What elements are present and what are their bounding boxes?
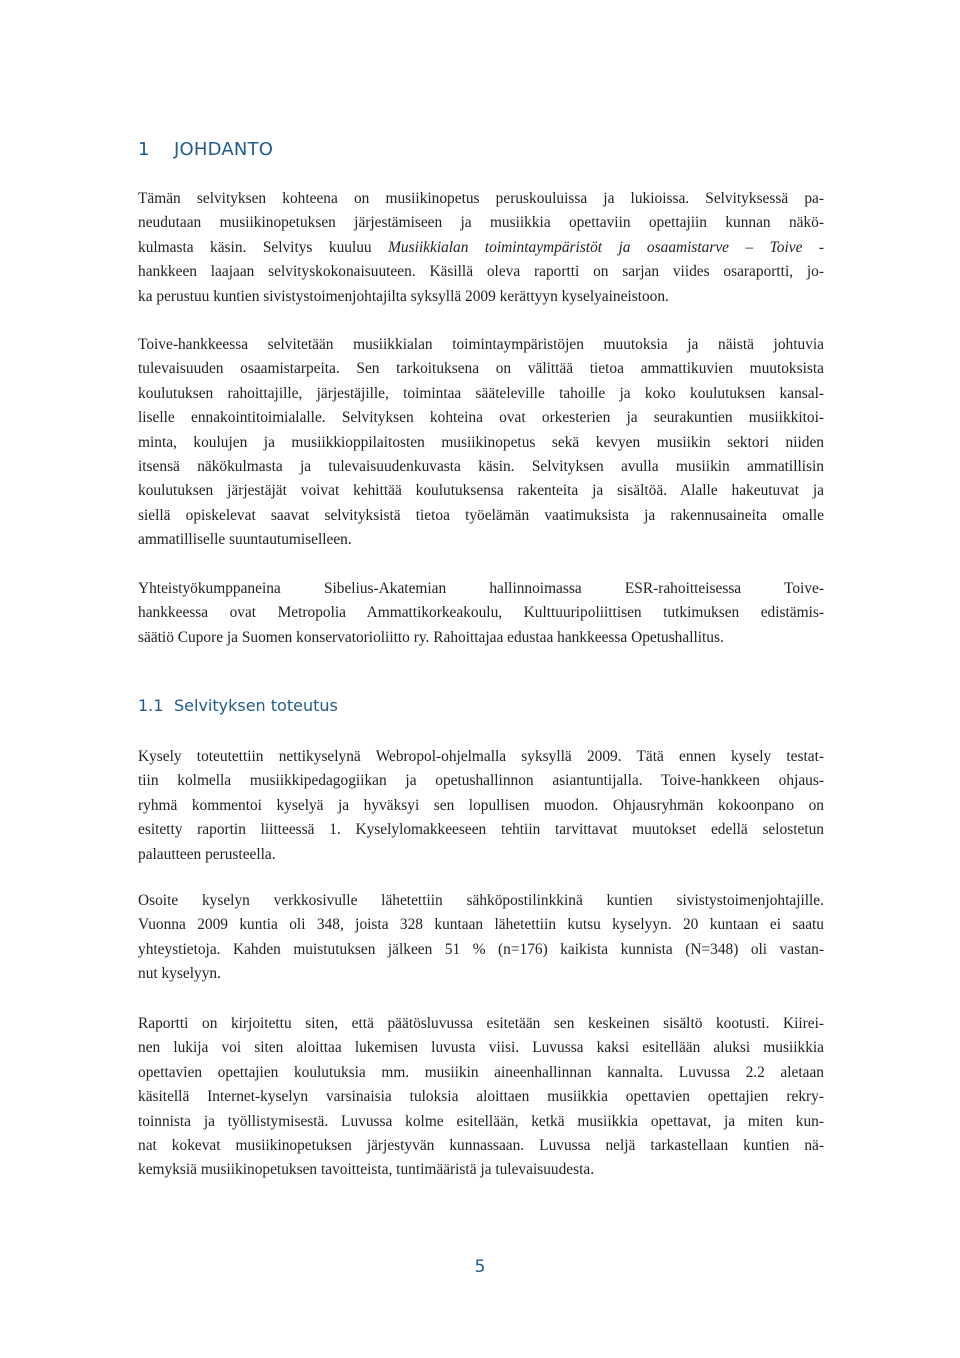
- text-line: koulutuksen järjestäjät voivat kehittää koulutuksensa rakenteita ja sisältöä. Alalle hakeutuvat ja: [138, 482, 824, 500]
- text-line: minta, koulujen ja musiikkioppilaitosten musiikinopetus sekä kevyen musiikin sektori niiden: [138, 433, 824, 451]
- chapter-heading: [138, 138, 273, 162]
- text-line: hankkeessa ovat Metropolia Ammattikorkeakoulu, Kulttuuripoliittisen tutkimuksen edistämis-: [138, 604, 824, 622]
- text-line: tulevaisuuden osaamistarpeita. Sen tarkoituksena on välittää tietoa ammattikuvien muutoksista: [138, 360, 824, 378]
- text-line: Toive-hankkeessa selvitetään musiikkialan toimintaympäristöjen muutoksia ja näistä johtuvia: [138, 336, 824, 353]
- text-line: liselle ennakointitoimialalle. Selvityksen kohteina ovat orkesterien ja seurakuntien musiikkitoi-: [138, 409, 824, 427]
- text-line: yhteystietoja. Kahden muistutuksen jälkeen 51 % (n=176) kaikista kunnista (N=348) oli vastan-: [138, 940, 824, 958]
- page-number: 5: [474, 1257, 486, 1277]
- paragraph-intro: [138, 187, 824, 309]
- text-line: palautteen perusteella.: [138, 845, 276, 863]
- text-fragment: kulmasta käsin. Selvitys kuuluu: [138, 238, 389, 256]
- section-title: Selvityksen toteutus: [174, 696, 338, 715]
- chapter-number: 1: [138, 139, 150, 160]
- text-line-with-italic: [138, 236, 824, 260]
- text-line: itsensä näkökulmasta ja tulevaisuudenkuvasta käsin. Selvityksen avulla musiikin ammatillisin: [138, 458, 824, 476]
- paragraph-partners: [138, 577, 824, 650]
- text-line: hankkeen laajaan selvityskokonaisuuteen. Käsillä oleva raportti on sarjan viides osaraportti, jo-: [138, 263, 824, 281]
- text-line: siellä opiskelevat saavat selvityksistä tietoa työelämän vaatimuksista ja rakennusaineita omalle: [138, 506, 824, 524]
- chapter-title: JOHDANTO: [174, 139, 274, 160]
- text-line: Tämän selvityksen kohteena on musiikinopetus peruskouluissa ja lukioissa. Selvityksessä pa-: [138, 190, 824, 207]
- text-line: nen lukija voi siten aloittaa lukemisen luvusta viisi. Luvussa kaksi esitellään aluksi musiikkia: [138, 1039, 824, 1057]
- text-line: kemyksiä musiikinopetuksen tavoitteista, tuntimääristä ja tulevaisuudesta.: [138, 1161, 595, 1179]
- text-line: käsitellä Internet-kyselyn varsinaisia tuloksia aloittaen musiikkia opettavien opettajien rekry-: [138, 1088, 824, 1106]
- text-line: ryhmä kommentoi kyselyä ja hyväksyi sen lopullisen muodon. Ohjausryhmän kokoonpano on: [138, 796, 824, 814]
- paragraph-report-structure: [138, 1012, 824, 1183]
- text-line: Osoite kyselyn verkkosivulle lähetettiin sähköpostilinkkinä kuntien sivistystoimenjohtajille.: [138, 892, 824, 909]
- section-number: 1.1: [138, 696, 164, 715]
- text-line: opettavien opettajien koulutuksia mm. musiikin aineenhallinnan kannalta. Luvussa 2.2 aletaan: [138, 1063, 824, 1081]
- text-line: Yhteistyökumppaneina Sibelius-Akatemian hallinnoimassa ESR-rahoitteisessa Toive-: [138, 580, 824, 597]
- text-line: Raportti on kirjoitettu siten, että päätösluvussa esitetään sen keskeinen sisältö kootusti. Kiirei-: [138, 1015, 824, 1032]
- paragraph-response-rate: [138, 889, 824, 987]
- text-line: Kysely toteutettiin nettikyselynä Webropol-ohjelmalla syksyllä 2009. Tätä ennen kysely testat-: [138, 748, 824, 765]
- text-line: ka perustuu kuntien sivistystoimenjohtajilta syksyllä 2009 kerättyyn kyselyaineistoon.: [138, 287, 669, 305]
- text-fragment: -: [802, 238, 824, 256]
- text-line: koulutuksen rahoittajille, järjestäjille, toimintaa sääteleville tahoille ja koko koulutuksen kansal-: [138, 384, 824, 402]
- text-line: Vuonna 2009 kuntia oli 348, joista 328 kuntaan lähetettiin kutsu kyselyyn. 20 kuntaan ei saatu: [138, 916, 824, 934]
- section-heading: [138, 695, 338, 717]
- italic-project-name: Musiikkialan toimintaympäristöt ja osaamistarve – Toive: [388, 238, 803, 256]
- text-line: nat kokevat musiikinopetuksen järjestyvän kunnassaan. Luvussa neljä tarkastellaan kuntien nä-: [138, 1137, 824, 1155]
- text-line: neudutaan musiikinopetuksen järjestämiseen ja musiikkia opettaviin opettajiin kunnan näkö-: [138, 214, 824, 232]
- text-line: tiin kolmella musiikkipedagogiikan ja opetushallinnon asiantuntijalla. Toive-hankkeen ohjaus-: [138, 772, 824, 790]
- text-line: säätiö Cupore ja Suomen konservatorioliitto ry. Rahoittajaa edustaa hankkeessa Opetushallitus.: [138, 628, 724, 646]
- paragraph-toive-project: [138, 333, 824, 553]
- text-line: nut kyselyyn.: [138, 965, 221, 983]
- text-line: esitetty raportin liitteessä 1. Kyselylomakkeeseen tehtiin tarvittavat muutokset edellä selostetun: [138, 821, 824, 839]
- text-line: toinnista ja työllistymisestä. Luvussa kolme esitellään, ketkä musiikkia opettavat, ja miten kun-: [138, 1112, 824, 1130]
- paragraph-survey-method: [138, 745, 824, 867]
- text-line: ammatilliselle suuntautumiselleen.: [138, 531, 352, 549]
